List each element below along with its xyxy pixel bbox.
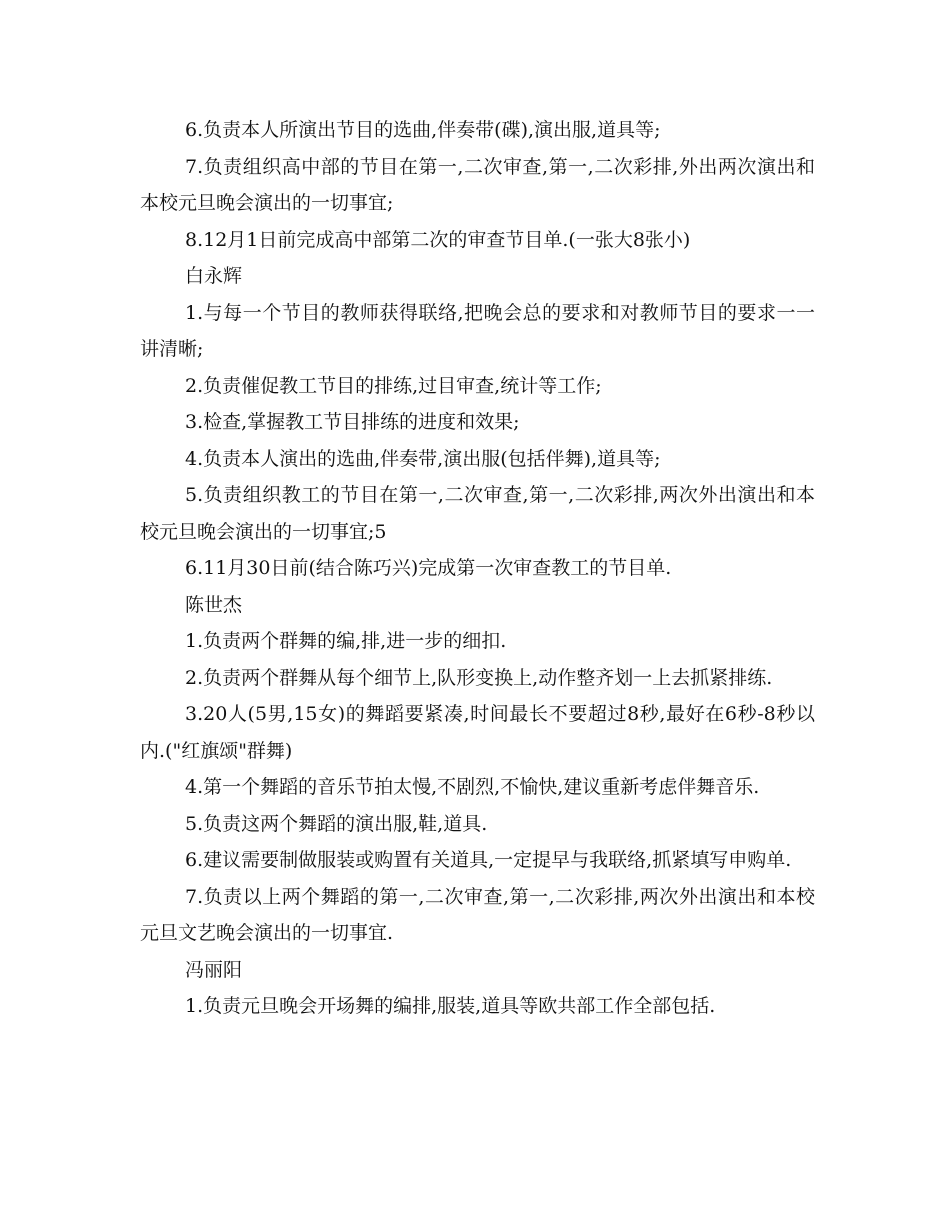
- paragraph: 1.负责元旦晚会开场舞的编排,服装,道具等欧共部工作全部包括.: [185, 995, 716, 1017]
- paragraph: 6.负责本人所演出节目的选曲,伴奏带(碟),演出服,道具等;: [185, 119, 661, 141]
- person-name: 冯丽阳: [185, 958, 243, 981]
- paragraph: 1.负责两个群舞的编,排,进一步的细扣.: [185, 630, 507, 652]
- paragraph: 4.负责本人演出的选曲,伴奏带,演出服(包括伴舞),道具等;: [185, 447, 661, 470]
- paragraph: 2.负责催促教工节目的排练,过目审查,统计等工作;: [185, 374, 602, 397]
- paragraph: 5.负责这两个舞蹈的演出服,鞋,道具.: [185, 812, 488, 835]
- paragraph: 7.负责组织高中部的节目在第一,二次审查,第一,二次彩排,外出两次演出和本校元旦晚会演出的一切事宜;: [140, 155, 815, 214]
- document-body: [140, 112, 815, 1025]
- person-name: 白永辉: [185, 265, 243, 287]
- paragraph: 6.建议需要制做服装或购置有关道具,一定提早与我联络,抓紧填写申购单.: [185, 849, 792, 871]
- paragraph: 7.负责以上两个舞蹈的第一,二次审查,第一,二次彩排,两次外出演出和本校元旦文艺晚会演出的一切事宜.: [140, 885, 815, 944]
- paragraph: 3.检查,掌握教工节目排练的进度和效果;: [185, 411, 520, 433]
- paragraph: 3.20人(5男,15女)的舞蹈要紧凑,时间最长不要超过8秒,最好在6秒-8秒以内.("红旗颂"群舞): [140, 703, 815, 762]
- paragraph: 2.负责两个群舞从每个细节上,队形变换上,动作整齐划一上去抓紧排练.: [185, 666, 773, 689]
- person-name: 陈世杰: [185, 593, 243, 616]
- paragraph: 4.第一个舞蹈的音乐节拍太慢,不剧烈,不愉快,建议重新考虑伴舞音乐.: [185, 776, 760, 798]
- paragraph: 6.11月30日前(结合陈巧兴)完成第一次审查教工的节目单.: [185, 557, 672, 579]
- paragraph: 8.12月1日前完成高中部第二次的审查节目单.(一张大8张小): [185, 228, 691, 251]
- paragraph: 1.与每一个节目的教师获得联络,把晚会总的要求和对教师节目的要求一一讲清晰;: [140, 301, 815, 360]
- paragraph: 5.负责组织教工的节目在第一,二次审查,第一,二次彩排,两次外出演出和本校元旦晚会演出的一切事宜;5: [140, 484, 815, 543]
